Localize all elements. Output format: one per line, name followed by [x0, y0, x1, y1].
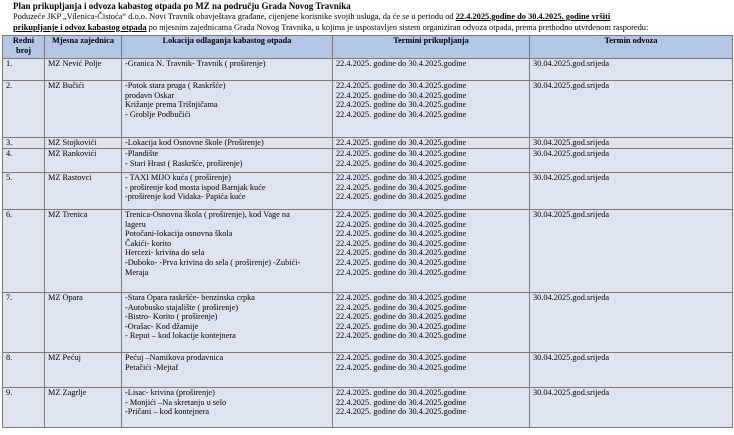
- collection-term-line: 22.4.2025. godine do 30.4.2025.godine: [336, 267, 467, 277]
- row-mz: MZ Rankovići: [45, 149, 122, 173]
- intro-date-range: 22.4.2025.godine do 30.4.2025. godine vršiti: [455, 12, 611, 21]
- location-line: - Monjići –Na skretanju u selo: [125, 397, 227, 407]
- row-removal-term: 30.04.2025.god.srijeda: [530, 293, 733, 353]
- row-number: 1.: [3, 59, 45, 81]
- collection-term-line: 22.4.2025. godine do 30.4.2025.godine: [336, 397, 467, 407]
- header-removal: Termin odvoza: [530, 36, 733, 59]
- collection-term-line: 22.4.2025. godine do 30.4.2025.godine: [336, 312, 467, 322]
- row-number: 4.: [3, 149, 45, 173]
- location-line: Petačići -Mejtaf: [125, 362, 179, 372]
- location-line: Hercezi- krivina do sela: [125, 248, 205, 258]
- row-mz: MZ Rastovci: [45, 173, 122, 210]
- row-locations: [122, 210, 333, 293]
- table-row: [3, 173, 733, 210]
- collection-term-line: 22.4.2025. godine do 30.4.2025.godine: [336, 302, 467, 312]
- row-locations: [122, 81, 333, 138]
- row-removal-term: 30.04.2025.god.srijeda: [530, 353, 733, 388]
- intro-line-2: [13, 23, 731, 34]
- row-removal-term: 30.04.2025.god.srijeda: [530, 210, 733, 293]
- intro-line-2-text: po mjesnim zajednicama Grada Novog Travnika, u kojima je uspostavljen sistem organiziran odvoza otpada, prema prethodno utvrđenom rasporedu:: [146, 22, 649, 32]
- location-line: -Lokacija kod Osnovne škole (Proširenje): [125, 138, 264, 147]
- location-line: - Groblje Podbučići: [125, 109, 191, 119]
- header-num: Redni broj: [3, 36, 45, 59]
- row-number: 3.: [3, 138, 45, 149]
- collection-term-line: 22.4.2025. godine do 30.4.2025.godine: [336, 192, 467, 202]
- location-line: - Reput – kod lokacije kontejnera: [125, 331, 236, 341]
- row-mz: MZ Pećuj: [45, 353, 122, 388]
- table-header-row: [3, 36, 733, 59]
- row-number: 2.: [3, 81, 45, 138]
- row-removal-term: 30.04.2025.god.srijeda: [530, 149, 733, 173]
- table-row: [3, 138, 733, 149]
- header-mz: Mjesna zajednica: [45, 36, 122, 59]
- location-line: -Orašac- Kod džamije: [125, 321, 199, 331]
- collection-term-line: 22.4.2025. godine do 30.4.2025.godine: [336, 210, 467, 219]
- collection-term-line: 22.4.2025. godine do 30.4.2025.godine: [336, 388, 467, 397]
- location-line: -Lisac- krivina (proširenje): [125, 388, 215, 397]
- collection-term-line: 22.4.2025. godine do 30.4.2025.godine: [336, 109, 467, 119]
- table-row: [3, 59, 733, 81]
- row-mz: MZ Opara: [45, 293, 122, 353]
- row-locations: [122, 138, 333, 149]
- location-line: Trenica-Osnovna škola ( proširenje), kod Vage na: [125, 210, 290, 219]
- location-line: -proširenje kod Vidaka- Papića kuće: [125, 192, 246, 202]
- location-line: - proširenje kod mosta ispod Barnjak kuće: [125, 182, 266, 192]
- location-line: -Duboko- -Prva krivina do sela ( proširenje) -Zubići-: [125, 257, 301, 267]
- location-line: - Stari Hrast ( Raskršće, proširenje): [125, 158, 243, 168]
- row-mz: MZ Nević Polje: [45, 59, 122, 81]
- intro-line-1: [13, 12, 731, 23]
- intro-service-name: prikupljanje i odvoz kabastog otpada: [13, 22, 147, 32]
- collection-term-line: 22.4.2025. godine do 30.4.2025.godine: [336, 229, 467, 239]
- location-line: -Pričani – kod kontejnera: [125, 407, 210, 417]
- row-locations: [122, 353, 333, 388]
- row-locations: [122, 149, 333, 173]
- collection-term-line: 22.4.2025. godine do 30.4.2025.godine: [336, 59, 467, 68]
- location-line: -Stara Opara raskršće- benzinska crpka: [125, 293, 255, 302]
- location-line: Potočani-lokacija osnovna škola: [125, 229, 233, 239]
- location-line: -Granica N. Travnik- Travnik ( proširenje): [125, 59, 266, 68]
- row-mz: MZ Stojkovići: [45, 138, 122, 149]
- collection-term-line: 22.4.2025. godine do 30.4.2025.godine: [336, 238, 467, 248]
- row-removal-term: 30.04.2025.god.srijeda: [530, 138, 733, 149]
- header-collection: Termini prikupljanja: [333, 36, 530, 59]
- row-collection-terms: [333, 293, 530, 353]
- row-number: 7.: [3, 293, 45, 353]
- location-line: -Bistro- Korito ( proširenje): [125, 312, 218, 322]
- row-collection-terms: [333, 138, 530, 149]
- collection-term-line: 22.4.2025. godine do 30.4.2025.godine: [336, 90, 467, 100]
- row-collection-terms: [333, 210, 530, 293]
- collection-term-line: 22.4.2025. godine do 30.4.2025.godine: [336, 173, 467, 182]
- collection-term-line: 22.4.2025. godine do 30.4.2025.godine: [336, 158, 467, 168]
- table-row: [3, 210, 733, 293]
- location-line: Čakići- korito: [125, 238, 172, 248]
- collection-term-line: 22.4.2025. godine do 30.4.2025.godine: [336, 81, 467, 90]
- table-row: [3, 388, 733, 428]
- row-number: 6.: [3, 210, 45, 293]
- collection-term-line: 22.4.2025. godine do 30.4.2025.godine: [336, 257, 467, 267]
- location-line: Pećuj –Namikova prodavnica: [125, 353, 224, 362]
- location-line: - TAXI MIJO kuća ( proširenje): [125, 173, 231, 182]
- row-collection-terms: [333, 353, 530, 388]
- intro-paragraph: [13, 12, 731, 33]
- location-line: -Autobusko stajalište ( proširenje): [125, 302, 239, 312]
- row-locations: [122, 388, 333, 428]
- document-title: Plan prikupljanja i odvoza kabastog otpada po MZ na području Grada Novog Travnika: [13, 1, 351, 11]
- row-collection-terms: [333, 81, 530, 138]
- row-removal-term: 30.04.2025.god.srijeda: [530, 388, 733, 428]
- table-row: [3, 293, 733, 353]
- row-locations: [122, 59, 333, 81]
- row-number: 5.: [3, 173, 45, 210]
- row-removal-term: 30.04.2025.god.srijeda: [530, 81, 733, 138]
- row-mz: MZ Trenica: [45, 210, 122, 293]
- row-removal-term: 30.04.2025.god.srijeda: [530, 173, 733, 210]
- row-collection-terms: [333, 149, 530, 173]
- collection-term-line: 22.4.2025. godine do 30.4.2025.godine: [336, 219, 467, 229]
- collection-term-line: 22.4.2025. godine do 30.4.2025.godine: [336, 321, 467, 331]
- collection-term-line: 22.4.2025. godine do 30.4.2025.godine: [336, 182, 467, 192]
- location-line: Meraja: [125, 267, 149, 277]
- header-location: Lokacija odlaganja kabastog otpada: [122, 36, 333, 59]
- row-number: 8.: [3, 353, 45, 388]
- collection-term-line: 22.4.2025. godine do 30.4.2025.godine: [336, 362, 467, 372]
- collection-term-line: 22.4.2025. godine do 30.4.2025.godine: [336, 331, 467, 341]
- collection-term-line: 22.4.2025. godine do 30.4.2025.godine: [336, 248, 467, 258]
- location-line: prodavn Oskar: [125, 90, 175, 100]
- row-number: 9.: [3, 388, 45, 428]
- table-row: [3, 149, 733, 173]
- location-line: -Plandište: [125, 149, 159, 158]
- row-mz: MZ Zagrlje: [45, 388, 122, 428]
- collection-schedule-table: [2, 35, 733, 428]
- table-row: [3, 353, 733, 388]
- collection-term-line: 22.4.2025. godine do 30.4.2025.godine: [336, 407, 467, 417]
- row-removal-term: 30.04.2025.god.srijeda: [530, 59, 733, 81]
- row-locations: [122, 173, 333, 210]
- location-line: Križanje prema Trišnjičama: [125, 100, 218, 110]
- collection-term-line: 22.4.2025. godine do 30.4.2025.godine: [336, 293, 467, 302]
- intro-line-1-text: Poduzeće JKP „Vilenica-Čistoća“ d.o.o. Novi Travnik obavještava građane, cijenjene korisnike svojih usluga, da će se u periodu od: [13, 12, 456, 21]
- location-line: -Potok stara pruga ( Raskršće): [125, 81, 226, 90]
- row-locations: [122, 293, 333, 353]
- row-collection-terms: [333, 173, 530, 210]
- table-row: [3, 81, 733, 138]
- collection-term-line: 22.4.2025. godine do 30.4.2025.godine: [336, 100, 467, 110]
- location-line: lageru: [125, 219, 146, 229]
- row-collection-terms: [333, 388, 530, 428]
- collection-term-line: 22.4.2025. godine do 30.4.2025.godine: [336, 138, 467, 147]
- row-mz: MZ Bučići: [45, 81, 122, 138]
- collection-term-line: 22.4.2025. godine do 30.4.2025.godine: [336, 353, 467, 362]
- row-collection-terms: [333, 59, 530, 81]
- collection-term-line: 22.4.2025. godine do 30.4.2025.godine: [336, 149, 467, 158]
